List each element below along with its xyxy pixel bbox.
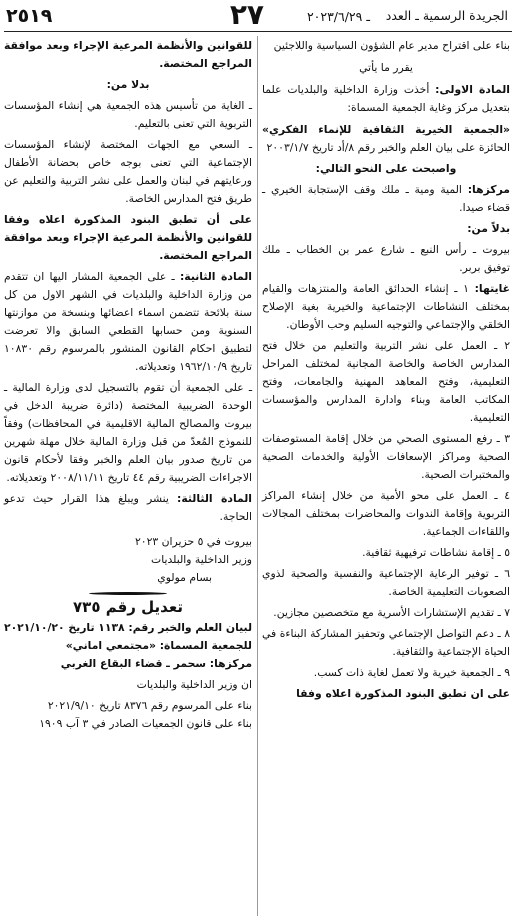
paragraph: ٦ ـ توفير الرعاية الإجتماعية والنفسية والصحية لذوي الصعوبات التعليمية الخاصة. — [262, 567, 510, 598]
paragraph — [262, 81, 510, 117]
paragraph — [262, 181, 510, 217]
paragraph: بناء على اقتراح مدير عام الشؤون السياسية واللاجئين — [273, 39, 510, 52]
field-label: غايتها: — [474, 282, 510, 295]
paragraph: ٥ ـ إقامة نشاطات ترفيهية ثقافية. — [362, 546, 510, 559]
paragraph: يقرر ما يأتي — [359, 61, 413, 74]
article-text: ينشر ويبلغ هذا القرار حيث تدعو الحاجة. — [4, 492, 252, 523]
amendment-heading: تعديل رقم ٧٣٥ — [73, 598, 183, 616]
paragraph: ٧ ـ تقديم الإستشارات الأسرية مع متخصصين مجازين. — [273, 606, 510, 619]
paragraph: ـ الغاية من تأسيس هذه الجمعية هي إنشاء المؤسسات التربوية التي تعنى بالتعليم. — [4, 99, 252, 130]
article-text: أخذت وزارة الداخلية والبلديات علما بتعديل مركز وغاية الجمعية المسماة: — [262, 83, 510, 114]
paragraph: بدلاً من: — [467, 222, 510, 235]
issue-number: ٢٧ — [229, 0, 264, 31]
gazette-title: الجريدة الرسمية ـ العدد — [385, 8, 508, 23]
signature-date: بيروت في ٥ حزيران ٢٠٢٣ — [134, 535, 252, 548]
paragraph-text: ١ ـ إنشاء الحدائق العامة والمنتزهات والقيام بمختلف النشاطات الإجتماعية والخيرية بغية الإصلاح الخلقي والإجتماعي والتوجيه السليم وحب الأوطان. — [262, 282, 510, 331]
paragraph: على أن تطبق البنود المذكورة اعلاه وفقا للقوانين والأنظمة المرعية الإجراء وبعد موافقة المراجع المختصة. — [4, 213, 252, 262]
amendment-line: مركزها: سحمر ـ قضاء البقاع الغربي — [60, 657, 252, 670]
paragraph: بيروت ـ رأس النبع ـ شارع عمر بن الخطاب ـ ملك توفيق بربر. — [262, 243, 510, 274]
paragraph: ٢ ـ العمل على نشر التربية والتعليم من خلال فتح المدارس الخاصة والخاصة المجانية لمختلف المراحل التعليمية، وفتح المعاهد المهنية والجامعات، وفتح المكاتب العامة وبناء وادارة المدارس والمؤسسات التعليمية. — [262, 339, 510, 424]
article-label: المادة الثانية: — [179, 270, 253, 283]
article-label: المادة الثالثة: — [177, 492, 253, 505]
article-text: ـ على الجمعية المشار اليها ان تتقدم من وزارة الداخلية والبلديات في الشهر الاول من كل سنة بلائحة تتضمن اسماء اعضائها وبنسخة من موازنتها السنوية ومن حسابها القطعي السابق والا تعرضت لتطبيق احكام القانون المنشور بالمرسوم رقم ١٠٨٣٠ تاريخ ١٩٦٢/١٠/٩ وتعديلاته. — [4, 270, 252, 373]
article-label: المادة الاولى: — [435, 83, 511, 96]
right-column — [262, 37, 510, 703]
signature-title: وزير الداخلية والبلديات — [151, 553, 252, 566]
paragraph: واصبحت على النحو التالي: — [315, 162, 457, 175]
left-column — [4, 37, 252, 733]
column-divider — [257, 36, 258, 916]
paragraph: بناء على قانون الجمعيات الصادر في ٣ آب ١٩٠٩ — [39, 717, 252, 730]
paragraph-text: الحائزة على بيان العلم والخبر رقم ٨/أد تاريخ ٢٠٠٣/١/٧ — [266, 141, 510, 154]
paragraph: ٩ ـ الجمعية خيرية ولا تعمل لغاية ذات كسب. — [313, 666, 510, 679]
header-rule — [4, 31, 512, 32]
paragraph: للقوانين والأنظمة المرعية الإجراء وبعد موافقة المراجع المختصة. — [4, 39, 252, 70]
paragraph: ٨ ـ دعم التواصل الإجتماعي وتحفيز المشاركة البناءة في الحياة الإجتماعية والثقافية. — [262, 627, 510, 658]
paragraph: بناء على المرسوم رقم ٨٣٧٦ تاريخ ٢٠٢١/٩/١٠ — [47, 699, 252, 712]
paragraph: بدلا من: — [106, 78, 150, 91]
paragraph — [262, 121, 510, 157]
paragraph — [4, 268, 252, 376]
amendment-line: لبيان العلم والخبر رقم: ١١٣٨ تاريخ ٢٠٢١/١٠/٢٠ — [3, 621, 252, 634]
paragraph: ان وزير الداخلية والبلديات — [136, 678, 252, 691]
paragraph: ٣ ـ رفع المستوى الصحي من خلال إقامة المستوصفات الصحية ومراكز الإسعافات الأولية والخدمات الصحية والمختبرات الصحية. — [262, 432, 510, 481]
association-name: «الجمعية الخيرية الثقافية للإنماء الفكري» — [262, 123, 510, 136]
paragraph: ـ على الجمعية أن تقوم بالتسجيل لدى وزارة المالية ـ الوحدة الضريبية المختصة (دائرة ضريبة الدخل في بيروت والمصالح المالية الاقليمية في المحافظات) وفقاً للنموذج المُعدّ من قبل وزارة المالية خلال مهلة شهرين من تاريخ صدور بيان العلم والخبر وفقا لأحكام قانون الاجراءات الضريبية رقم ٤٤ تاريخ ٢٠٠٨/١١/١١ وتعديلاته. — [4, 381, 252, 484]
field-label: مركزها: — [467, 183, 510, 196]
section-separator — [89, 592, 167, 595]
paragraph: ٤ ـ العمل على محو الأمية من خلال إنشاء المراكز التربوية وإقامة الندوات والمحاضرات بمختلف المجالات واللقاءات الجماعية. — [262, 489, 510, 538]
paragraph: ـ السعي مع الجهات المختصة لإنشاء المؤسسات الإجتماعية التي تعنى بوجه خاص بحضانة الأطفال ورعايتهم في لبنان والعمل على نشر التربية والتعليم عن طريق فتح المدارس الخاصة. — [4, 138, 252, 205]
issue-date: ـ ٢٠٢٣/٦/٢٩ — [306, 9, 370, 24]
paragraph — [4, 490, 252, 526]
amendment-line: للجمعية المسماة: «مجتمعي اماني» — [65, 639, 252, 652]
page-number: ٢٥١٩ — [6, 5, 53, 27]
signature-name: بسام مولوي — [157, 571, 212, 584]
paragraph: على ان تطبق البنود المذكورة اعلاه وفقا — [296, 687, 510, 700]
paragraph — [262, 280, 510, 334]
page-header — [0, 0, 516, 34]
paragraph-text: المية ومية ـ ملك وقف الإستجابة الخيري ـ قضاء صيدا. — [262, 183, 510, 214]
